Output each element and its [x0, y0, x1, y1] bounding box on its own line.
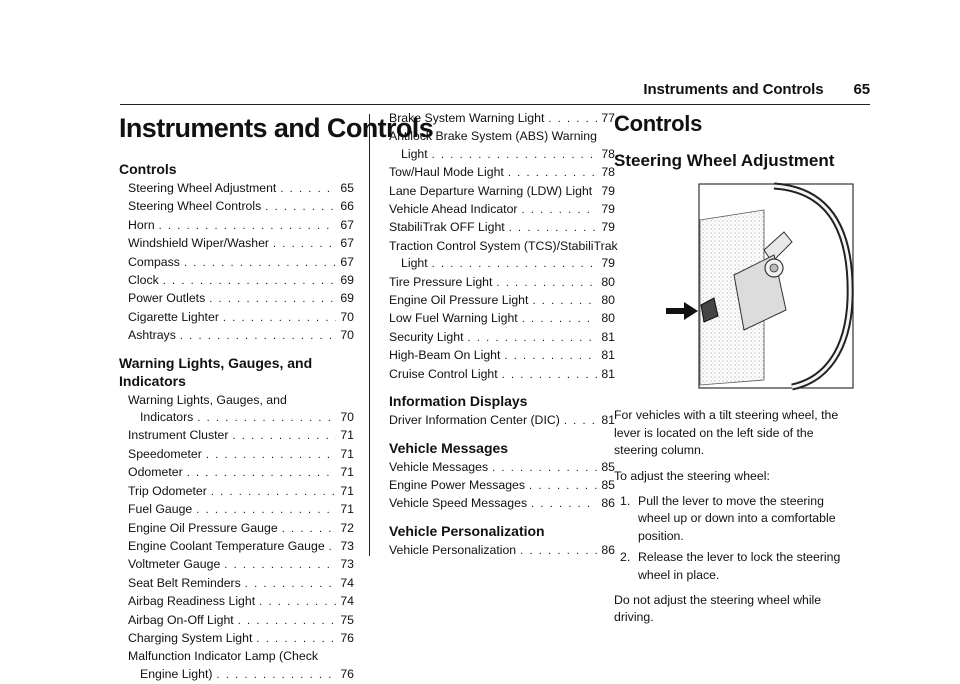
toc-entry-label: StabiliTrak OFF Light	[389, 220, 505, 235]
toc-entry-label: Driver Information Center (DIC)	[389, 413, 560, 428]
toc-entry-label: Speedometer	[128, 446, 202, 461]
running-head-section: Instruments and Controls	[643, 81, 824, 98]
leader-dots	[209, 291, 336, 308]
leader-dots	[522, 202, 598, 219]
toc-column-2	[389, 110, 618, 560]
toc-entry-page: 67	[340, 236, 354, 251]
toc-entry-label: Engine Oil Pressure Gauge	[128, 520, 278, 535]
toc-entry[interactable]	[119, 409, 354, 427]
toc-entry-page: 85	[601, 459, 615, 474]
toc-entry-label: Tow/Haul Mode Light	[389, 165, 504, 180]
toc-entry-label: High-Beam On Light	[389, 348, 501, 363]
toc-heading-controls: Controls	[119, 161, 177, 177]
column-divider	[369, 114, 370, 556]
toc-entry[interactable]	[389, 110, 615, 128]
leader-dots	[211, 484, 336, 501]
toc-entry-page: 79	[601, 202, 615, 217]
leader-dots	[216, 667, 336, 684]
toc-entry[interactable]	[389, 542, 615, 560]
steering-column-illustration	[614, 180, 854, 392]
toc-entry[interactable]	[119, 483, 354, 501]
toc-entry-label: Indicators	[140, 410, 194, 425]
leader-dots	[432, 256, 598, 273]
toc-entry[interactable]	[119, 666, 354, 684]
toc-entry[interactable]	[119, 217, 354, 235]
toc-entry-page: 81	[601, 366, 615, 381]
toc-entry[interactable]	[389, 412, 615, 430]
step-item	[614, 549, 856, 584]
toc-entry[interactable]	[389, 219, 615, 237]
toc-entry-label: Steering Wheel Adjustment	[128, 181, 277, 195]
toc-entry-page: 76	[340, 630, 354, 645]
toc-entry-page: 71	[340, 465, 354, 480]
toc-entry-page: 86	[601, 542, 615, 557]
toc-entry-page: 80	[601, 311, 615, 326]
toc-entry-label: Airbag Readiness Light	[128, 594, 256, 609]
page-number: 65	[853, 81, 870, 98]
leader-dots	[197, 410, 336, 427]
toc-entry-page: 70	[340, 309, 354, 324]
toc-entry[interactable]	[119, 309, 354, 327]
running-head	[643, 81, 870, 98]
leader-dots	[245, 576, 337, 593]
header-rule	[120, 104, 870, 105]
toc-entry-page: 79	[601, 256, 615, 271]
toc-entry[interactable]	[119, 464, 354, 482]
leader-dots	[273, 236, 336, 253]
toc-entry[interactable]	[389, 477, 615, 495]
section-title: Controls	[614, 111, 703, 136]
paragraph: For vehicles with a tilt steering wheel, the lever is located on the left side of the steering column.	[614, 408, 839, 458]
toc-entry-page: 71	[340, 502, 354, 517]
toc-entry-page: 86	[601, 496, 615, 511]
toc-entry-page: 71	[340, 483, 354, 498]
leader-dots	[532, 293, 597, 310]
steering-wheel-rim	[774, 186, 850, 387]
toc-entry-label: Engine Coolant Temperature Gauge	[128, 538, 325, 553]
toc-entry-line[interactable]: Warning Lights, Gauges, and	[128, 392, 287, 407]
leader-dots	[180, 328, 336, 345]
toc-entry[interactable]	[119, 427, 354, 445]
toc-entry-page: 77	[601, 111, 615, 125]
toc-entry[interactable]	[119, 198, 354, 216]
subsection-title: Steering Wheel Adjustment	[614, 151, 835, 170]
paragraph: To adjust the steering wheel:	[614, 468, 770, 483]
toc-entry-line[interactable]: Malfunction Indicator Lamp (Check	[128, 649, 319, 664]
toc-entry[interactable]	[389, 347, 615, 365]
toc-entry-label: Engine Power Messages	[389, 477, 526, 492]
toc-entry-label: Ashtrays	[128, 328, 176, 343]
toc-heading-information-displays: Information Displays	[389, 393, 528, 410]
toc-entry-page: 79	[601, 220, 615, 235]
toc-entry[interactable]	[119, 630, 354, 648]
leader-dots	[529, 478, 597, 495]
toc-list	[389, 274, 615, 384]
leader-dots	[238, 613, 337, 630]
toc-entry-page: 70	[340, 410, 354, 425]
leader-dots	[596, 184, 597, 201]
toc-entry[interactable]	[119, 327, 354, 345]
toc-entry-page: 75	[340, 612, 354, 627]
leader-dots	[232, 428, 336, 445]
toc-entry-line[interactable]: Traction Control System (TCS)/StabiliTrak	[389, 238, 618, 253]
leader-dots	[184, 255, 336, 272]
toc-entry-label: Steering Wheel Controls	[128, 199, 262, 214]
toc-entry-label: Horn	[128, 217, 155, 232]
toc-entry-label: Light	[401, 256, 428, 271]
toc-entry[interactable]	[389, 255, 615, 273]
leader-dots	[492, 460, 597, 477]
ignition-key-slot	[770, 264, 778, 272]
toc-entry[interactable]	[389, 146, 615, 164]
toc-list-information-displays	[389, 412, 615, 430]
toc-entry-page: 65	[340, 181, 354, 195]
leader-dots	[432, 147, 598, 164]
toc-entry-page: 69	[340, 273, 354, 288]
toc-entry[interactable]	[119, 235, 354, 253]
toc-entry-page: 79	[601, 183, 615, 198]
toc-list	[389, 110, 615, 128]
toc-entry-page: 70	[340, 328, 354, 343]
leader-dots	[502, 367, 598, 384]
toc-entry[interactable]	[119, 501, 354, 519]
toc-entry-label: Voltmeter Gauge	[128, 557, 221, 572]
toc-entry-page: 81	[601, 329, 615, 344]
toc-entry[interactable]	[389, 310, 615, 328]
toc-entry-label: Charging System Light	[128, 630, 253, 645]
toc-entry-label: Clock	[128, 273, 159, 288]
step-number: 1.	[620, 494, 631, 509]
leader-dots	[224, 557, 336, 574]
leader-dots	[520, 543, 597, 560]
toc-entry-label: Windshield Wiper/Washer	[128, 236, 269, 251]
toc-entry-page: 78	[601, 146, 615, 161]
toc-entry-label: Vehicle Speed Messages	[389, 496, 528, 511]
toc-entry[interactable]	[119, 272, 354, 290]
toc-list-warning-lights	[119, 427, 354, 648]
toc-entry-page: 69	[340, 291, 354, 306]
toc-entry-label: Tire Pressure Light	[389, 274, 493, 289]
toc-entry-page: 66	[340, 199, 354, 214]
toc-entry[interactable]	[389, 164, 615, 182]
leader-dots	[508, 165, 597, 182]
toc-entry-page: 80	[601, 293, 615, 308]
leader-dots	[282, 521, 337, 538]
toc-entry[interactable]	[119, 446, 354, 464]
step-item	[614, 493, 856, 545]
toc-entry-label: Compass	[128, 254, 180, 269]
toc-entry[interactable]	[389, 183, 615, 201]
leader-dots	[504, 348, 597, 365]
toc-entry[interactable]	[119, 612, 354, 630]
leader-dots	[280, 181, 336, 198]
toc-heading-vehicle-personalization: Vehicle Personalization	[389, 522, 545, 539]
step-text: Release the lever to lock the steering wheel in place.	[638, 550, 841, 582]
toc-entry-page: 71	[340, 446, 354, 461]
steps-list	[614, 493, 856, 584]
toc-entry-label: Fuel Gauge	[128, 502, 193, 517]
toc-entry-page: 80	[601, 274, 615, 289]
toc-entry-label: Vehicle Ahead Indicator	[389, 202, 518, 217]
leader-dots	[548, 111, 597, 128]
toc-entry[interactable]	[389, 292, 615, 310]
toc-entry[interactable]	[119, 520, 354, 538]
step-number: 2.	[620, 550, 631, 565]
toc-entry-label: Engine Light)	[140, 666, 213, 681]
toc-entry[interactable]	[119, 290, 354, 308]
toc-entry-line[interactable]: Antilock Brake System (ABS) Warning	[389, 129, 597, 144]
toc-list-vehicle-personalization	[389, 542, 615, 560]
toc-entry-page: 67	[340, 254, 354, 269]
toc-entry[interactable]	[119, 180, 354, 198]
toc-entry-label: Light	[401, 146, 428, 161]
toc-entry-page: 72	[340, 520, 354, 535]
pointer-arrow-icon	[666, 302, 698, 320]
toc-list	[389, 164, 615, 238]
leader-dots	[265, 199, 336, 216]
toc-entry-label: Vehicle Personalization	[389, 542, 517, 557]
toc-entry-label: Trip Odometer	[128, 483, 207, 498]
toc-entry[interactable]	[389, 495, 615, 513]
leader-dots	[223, 310, 336, 327]
toc-heading-warning-lights: Warning Lights, Gauges, and Indicators	[119, 354, 313, 389]
toc-entry[interactable]	[389, 201, 615, 219]
toc-entry-label: Airbag On-Off Light	[128, 612, 234, 627]
toc-entry[interactable]	[119, 538, 354, 556]
toc-entry-label: Seat Belt Reminders	[128, 575, 241, 590]
leader-dots	[531, 496, 597, 513]
leader-dots	[259, 594, 336, 611]
step-text: Pull the lever to move the steering wheel up or down into a comfortable position.	[638, 494, 836, 543]
leader-dots	[187, 465, 337, 482]
leader-dots	[468, 330, 598, 347]
toc-entry-label: Low Fuel Warning Light	[389, 311, 518, 326]
toc-list-controls	[119, 180, 354, 346]
toc-entry[interactable]	[119, 254, 354, 272]
paragraph: Do not adjust the steering wheel while driving.	[614, 593, 822, 625]
toc-entry-page: 81	[601, 348, 615, 363]
toc-entry-label: Lane Departure Warning (LDW) Light	[389, 183, 593, 198]
leader-dots	[329, 539, 337, 556]
leader-dots	[564, 413, 597, 430]
toc-entry-label: Security Light	[389, 329, 464, 344]
toc-entry-page: 74	[340, 575, 354, 590]
toc-entry-label: Instrument Cluster	[128, 428, 229, 443]
toc-entry-label: Power Outlets	[128, 291, 206, 306]
toc-entry[interactable]	[389, 459, 615, 477]
toc-entry-page: 76	[340, 666, 354, 681]
toc-entry-label: Cigarette Lighter	[128, 309, 219, 324]
toc-entry-page: 85	[601, 477, 615, 492]
toc-entry-label: Vehicle Messages	[389, 459, 489, 474]
leader-dots	[522, 311, 598, 328]
chapter-title: Instruments and Controls	[119, 113, 434, 143]
toc-entry-page: 73	[340, 557, 354, 572]
leader-dots	[196, 502, 336, 519]
leader-dots	[256, 631, 336, 648]
leader-dots	[509, 220, 598, 237]
toc-entry[interactable]	[119, 593, 354, 611]
content-column	[614, 110, 856, 635]
toc-entry[interactable]	[119, 575, 354, 593]
toc-list-vehicle-messages	[389, 459, 615, 514]
toc-entry-page: 67	[340, 217, 354, 232]
leader-dots	[159, 218, 337, 235]
toc-entry-page: 74	[340, 594, 354, 609]
toc-entry[interactable]	[389, 274, 615, 292]
toc-entry-label: Brake System Warning Light	[389, 111, 545, 125]
toc-entry-page: 71	[340, 428, 354, 443]
leader-dots	[496, 275, 597, 292]
toc-entry-page: 81	[601, 413, 615, 428]
leader-dots	[206, 447, 336, 464]
leader-dots	[163, 273, 337, 290]
toc-entry-page: 78	[601, 165, 615, 180]
toc-heading-vehicle-messages: Vehicle Messages	[389, 439, 509, 456]
toc-entry[interactable]	[389, 366, 615, 384]
toc-entry[interactable]	[389, 329, 615, 347]
toc-entry-page: 73	[340, 538, 354, 553]
toc-entry-label: Cruise Control Light	[389, 366, 498, 381]
toc-entry-label: Odometer	[128, 465, 183, 480]
toc-entry[interactable]	[119, 556, 354, 574]
toc-entry-label: Engine Oil Pressure Light	[389, 293, 529, 308]
